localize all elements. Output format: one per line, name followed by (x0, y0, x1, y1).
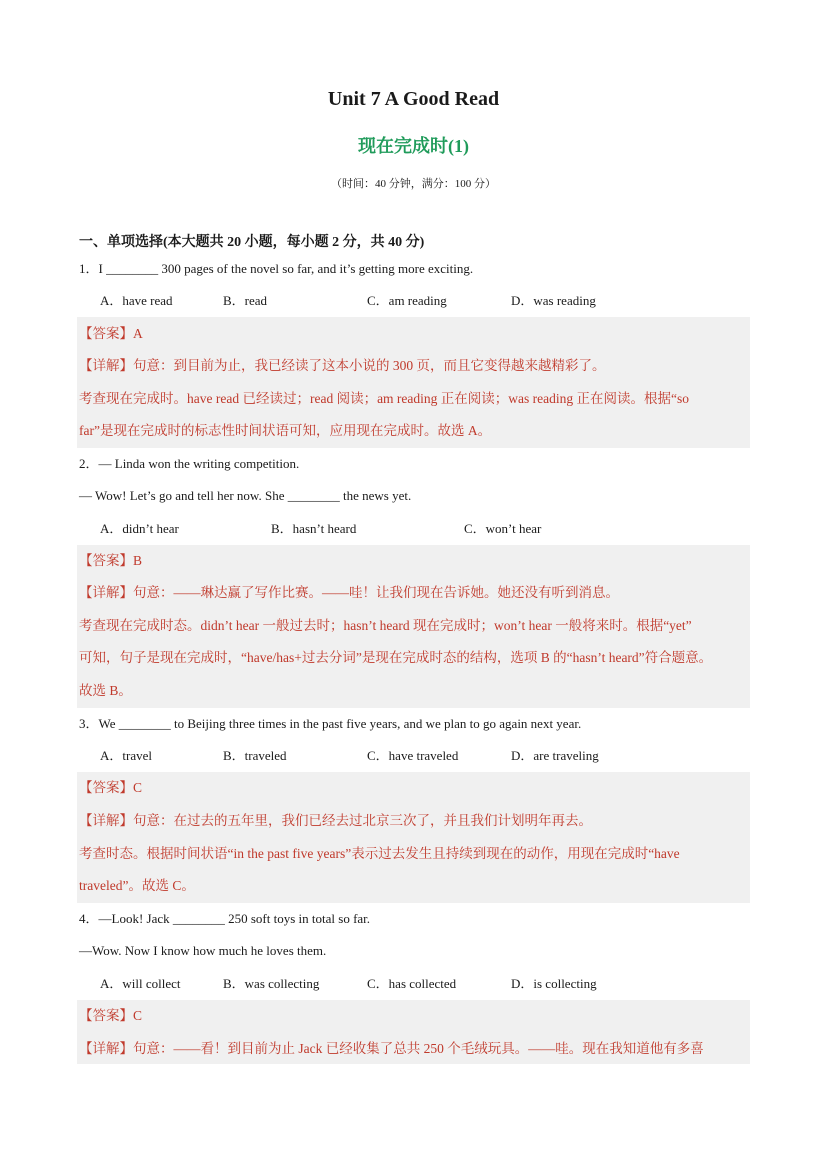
exam-meta: （时间：40 分钟，满分：100 分） (331, 178, 496, 190)
option-b: B．hasn’t heard (271, 521, 357, 536)
explanation-line: traveled”。故选 C。 (79, 878, 195, 893)
explanation-line: 【详解】句意：到目前为止，我已经读了这本小说的 300 页，而且它变得越来越精彩了。 (79, 358, 606, 373)
option-b: B．traveled (223, 748, 287, 763)
explanation-line: 【详解】句意：——琳达赢了写作比赛。——哇！让我们现在告诉她。她还没有听到消息。 (79, 585, 619, 600)
answer-label: 【答案】B (79, 553, 143, 568)
explanation-line: 【详解】句意：——看！到目前为止 Jack 已经收集了总共 250 个毛绒玩具。——哇。现在我知道他有多喜 (79, 1041, 704, 1056)
option-a: A．travel (100, 748, 152, 763)
explanation-line: 考查时态。根据时间状语“in the past five years”表示过去发生且持续到现在的动作，用现在完成时“have (79, 846, 680, 861)
explanation-line: 考查现在完成时态。didn’t hear 一般过去时；hasn’t heard 现在完成时；won’t hear 一般将来时。根据“yet” (79, 618, 692, 633)
option-a: A．will collect (100, 976, 181, 991)
page-subtitle: 现在完成时(1) (358, 136, 469, 156)
answer-block-1 (77, 317, 750, 448)
option-d: D．is collecting (511, 976, 597, 991)
explanation-line: 考查现在完成时。have read 已经读过；read 阅读；am reading 正在阅读；was reading 正在阅读。根据“so (79, 391, 690, 406)
option-a: A．have read (100, 293, 173, 308)
question-2-stem: — Wow! Let’s go and tell her now. She ________ the news yet. (79, 488, 412, 503)
answer-label: 【答案】C (79, 780, 143, 795)
option-c: C．has collected (367, 976, 457, 991)
option-d: D．are traveling (511, 748, 599, 763)
question-1-stem: 1．I ________ 300 pages of the novel so far, and it’s getting more exciting. (79, 261, 474, 276)
question-3-stem: 3．We ________ to Beijing three times in the past five years, and we plan to go again next year. (79, 716, 582, 731)
answer-block-3 (77, 772, 750, 903)
answer-block-2 (77, 545, 750, 708)
option-d: D．was reading (511, 293, 596, 308)
question-4-stem: —Wow. Now I know how much he loves them. (79, 943, 327, 958)
option-b: B．read (223, 293, 268, 308)
option-b: B．was collecting (223, 976, 320, 991)
explanation-line: far”是现在完成时的标志性时间状语可知，应用现在完成时。故选 A。 (79, 423, 492, 438)
page-title: Unit 7 A Good Read (327, 88, 500, 110)
option-a: A．didn’t hear (100, 521, 179, 536)
option-c: C．have traveled (367, 748, 459, 763)
explanation-line: 【详解】句意：在过去的五年里，我们已经去过北京三次了，并且我们计划明年再去。 (79, 813, 592, 828)
answer-label: 【答案】C (79, 1008, 143, 1023)
option-c: C．won’t hear (464, 521, 542, 536)
option-c: C．am reading (367, 293, 447, 308)
explanation-line: 可知，句子是现在完成时，“have/has+过去分词”是现在完成时态的结构，选项 B 的“hasn’t heard”符合题意。 (79, 650, 713, 665)
explanation-line: 故选 B。 (79, 683, 132, 698)
answer-label: 【答案】A (79, 326, 143, 341)
question-2-stem: 2．— Linda won the writing competition. (79, 456, 300, 471)
section-title: 一、单项选择(本大题共 20 小题，每小题 2 分，共 40 分) (79, 235, 425, 250)
question-4-stem: 4．—Look! Jack ________ 250 soft toys in total so far. (79, 911, 371, 926)
answer-block-4 (77, 1000, 750, 1064)
